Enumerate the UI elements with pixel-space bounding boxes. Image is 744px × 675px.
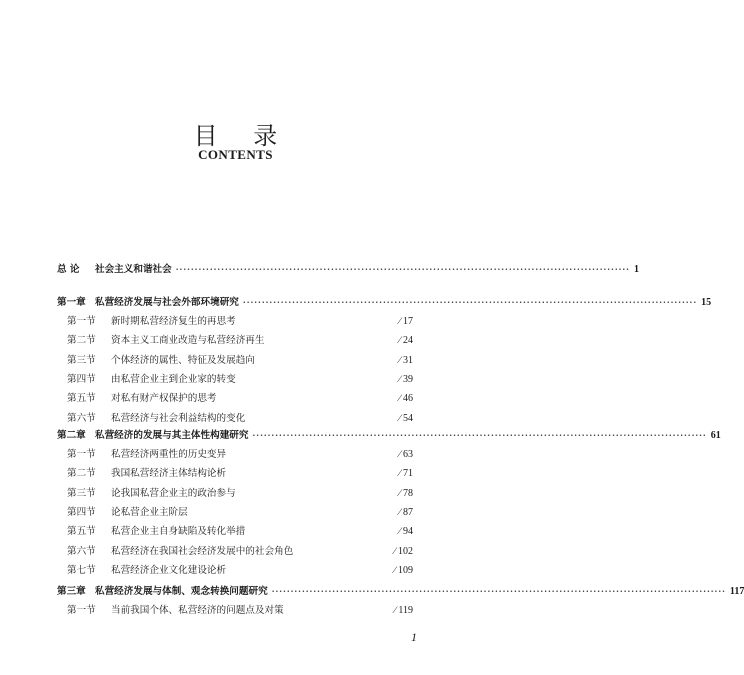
section-title: 私营经济两重性的历史变异 [111,449,227,460]
section-title: 私营经济与社会利益结构的变化 [111,413,246,424]
section-number: 第五节 [67,526,96,537]
section-number: 第三节 [67,355,96,366]
toc-section-entry[interactable] [67,545,413,559]
chapter-number: 第三章 [57,586,86,597]
chapter-title: 私营经济发展与体制、观念转换问题研究 [95,586,268,597]
section-page: ∕ 46 [398,393,413,404]
section-title: 论私营企业主阶层 [111,507,188,518]
toc-section-entry[interactable] [67,412,413,426]
section-page: ∕ 119 [394,605,413,616]
toc-section-entry[interactable] [67,604,413,618]
chapter-page: 117 [729,586,744,597]
section-number: 第一节 [67,605,96,616]
chapter-page: 61 [710,430,721,441]
section-title: 由私营企业主到企业家的转变 [111,374,236,385]
section-number: 第二节 [67,468,96,479]
section-number: 第四节 [67,374,96,385]
section-number: 第一节 [67,316,96,327]
section-number: 第六节 [67,546,96,557]
toc-section-entry[interactable] [67,467,413,481]
section-number: 第六节 [67,413,96,424]
chapter-title: 私营经济发展与社会外部环境研究 [95,297,239,308]
section-title: 个体经济的属性、特征及发展趋向 [111,355,255,366]
chapter-page: 15 [701,297,712,308]
section-number: 第一节 [67,449,96,460]
section-page: ∕ 54 [398,413,413,424]
toc-section-entry[interactable] [67,392,413,406]
section-title: 私营经济在我国社会经济发展中的社会角色 [111,546,294,557]
chapter-title: 社会主义和谐社会 [95,264,172,275]
section-title: 我国私营经济主体结构论析 [111,468,227,479]
toc-section-entry[interactable] [67,506,413,520]
toc-section-entry[interactable] [67,448,413,462]
page-subtitle: CONTENTS [198,147,273,162]
section-title: 私营企业主自身缺陷及转化举措 [111,526,246,537]
section-title: 资本主义工商业改造与私营经济再生 [111,335,265,346]
section-page: ∕ 87 [398,507,413,518]
page-number: 1 [411,630,417,644]
section-title: 新时期私营经济复生的再思考 [111,316,236,327]
section-number: 第三节 [67,488,96,499]
leader-dots: ························································································································ [175,264,630,274]
toc-section-entry[interactable] [67,373,413,387]
chapter-title: 私营经济的发展与其主体性构建研究 [95,430,249,441]
section-number: 第二节 [67,335,96,346]
leader-dots: ························································································································ [242,297,698,307]
section-page: ∕ 78 [398,488,413,499]
section-page: ∕ 24 [398,335,413,346]
page-title: 目 录 [193,122,292,150]
toc-section-entry[interactable] [67,487,413,501]
section-page: ∕ 31 [398,355,413,366]
section-page: ∕ 39 [398,374,413,385]
leader-dots: ························································································································ [252,430,707,440]
toc-section-entry[interactable] [67,564,413,578]
section-page: ∕ 63 [398,449,413,460]
section-title: 论我国私营企业主的政治参与 [111,488,236,499]
section-number: 第四节 [67,507,96,518]
section-number: 第七节 [67,565,96,576]
section-page: ∕ 109 [393,565,413,576]
section-page: ∕ 17 [398,316,413,327]
toc-section-entry[interactable] [67,334,413,348]
toc-chapter-entry[interactable] [57,295,712,310]
section-page: ∕ 94 [398,526,413,537]
toc-section-entry[interactable] [67,315,413,329]
leader-dots: ························································································································ [271,586,726,596]
chapter-number: 第一章 [57,297,86,308]
section-title: 对私有财产权保护的思考 [111,393,217,404]
toc-section-entry[interactable] [67,354,413,368]
section-title: 私营经济企业文化建设论析 [111,565,227,576]
toc-chapter-entry[interactable] [57,584,744,599]
chapter-number: 总 论 [57,264,80,275]
toc-chapter-entry[interactable] [57,428,721,443]
section-page: ∕ 102 [393,546,413,557]
section-number: 第五节 [67,393,96,404]
toc-intro-entry[interactable] [57,262,639,277]
chapter-number: 第二章 [57,430,86,441]
section-page: ∕ 71 [398,468,413,479]
chapter-page: 1 [633,264,639,275]
section-title: 当前我国个体、私营经济的问题点及对策 [111,605,284,616]
toc-section-entry[interactable] [67,525,413,539]
